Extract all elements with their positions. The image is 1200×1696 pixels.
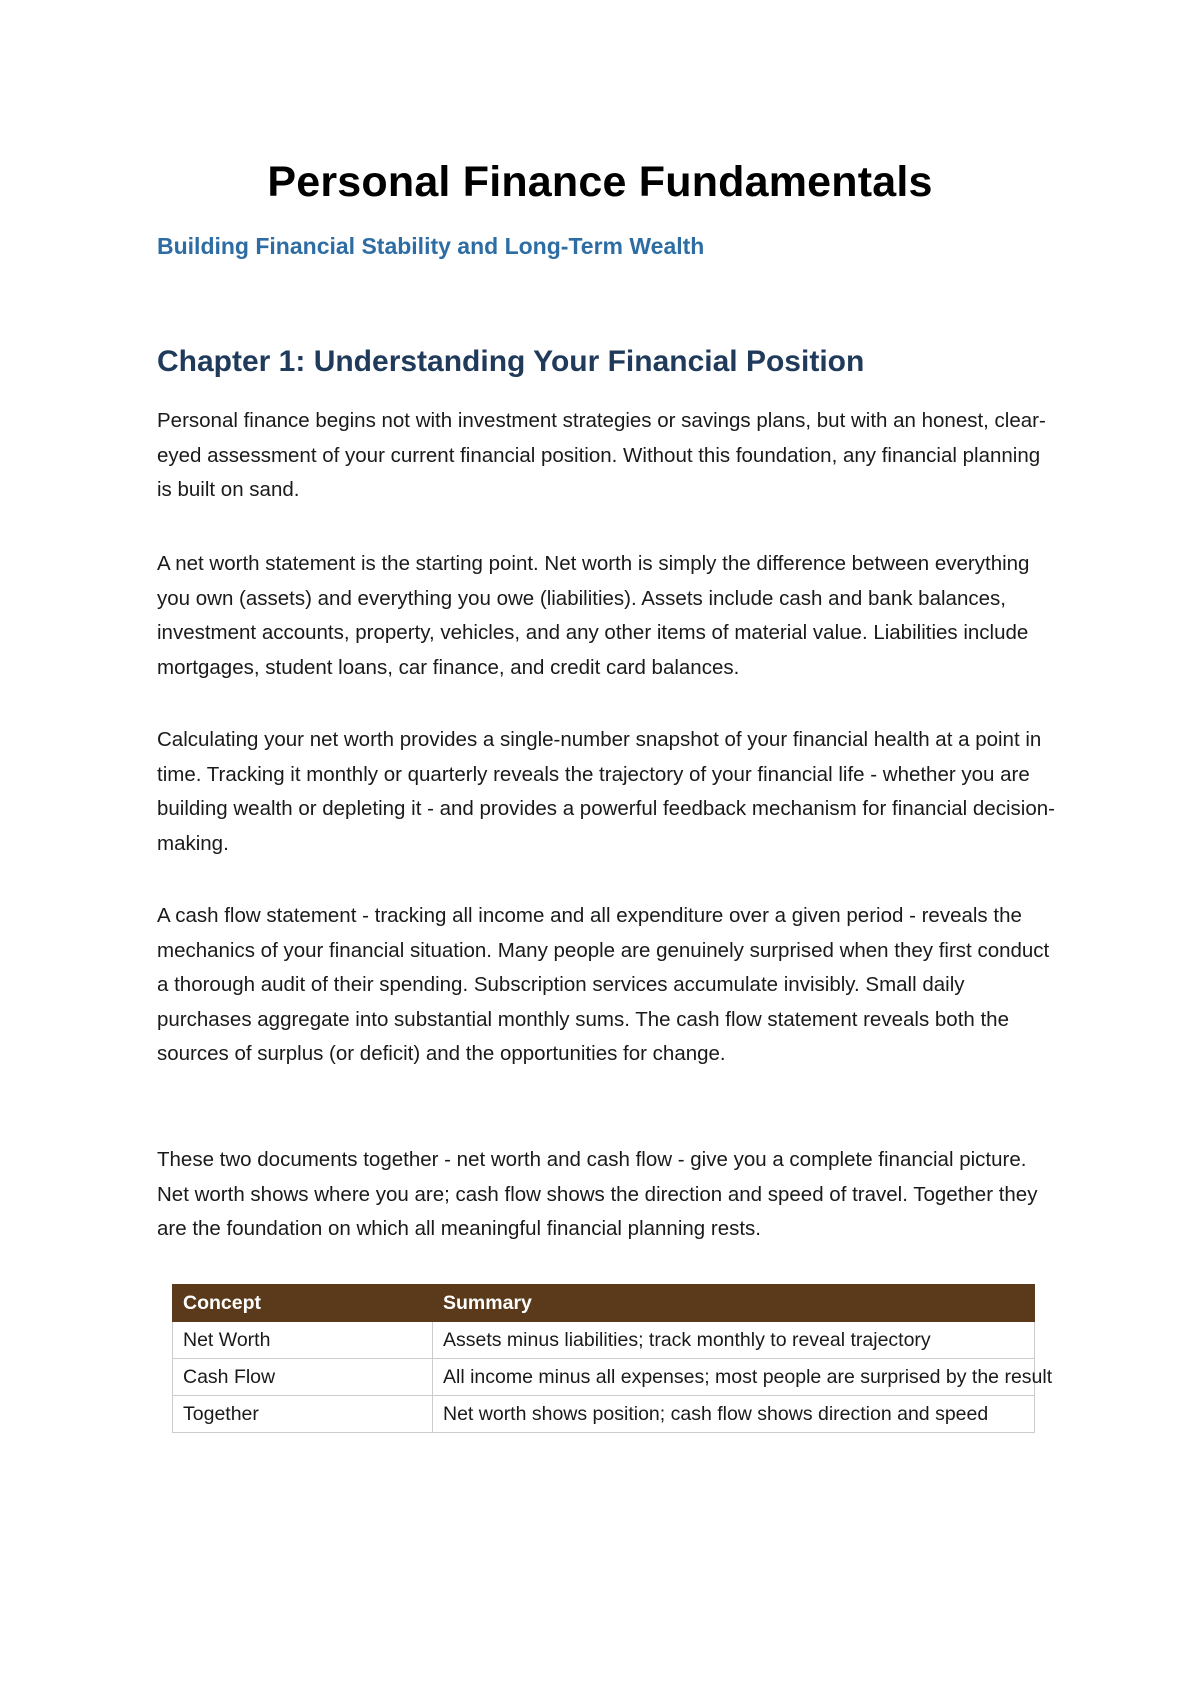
table-cell-concept: Net Worth xyxy=(173,1322,433,1359)
table-header-summary: Summary xyxy=(433,1285,1035,1322)
table-cell-summary: All income minus all expenses; most people are surprised by the result xyxy=(433,1359,1035,1396)
table-cell-summary: Assets minus liabilities; track monthly to reveal trajectory xyxy=(433,1322,1035,1359)
document-subtitle: Building Financial Stability and Long-Term Wealth xyxy=(157,233,705,259)
table-row xyxy=(173,1396,1035,1433)
paragraph-2: A net worth statement is the starting point. Net worth is simply the difference between everything you own (assets) and everything you owe (liabilities). Assets include cash and bank balances, investment accounts, property, vehicles, and any other items of material value. Liabilities include mortgages, student loans, car finance, and credit card balances. xyxy=(157,552,1030,679)
paragraph-3: Calculating your net worth provides a single-number snapshot of your financial health at a point in time. Tracking it monthly or quarterly reveals the trajectory of your financial life - whether you are building wealth or depleting it - and provides a powerful feedback mechanism for financial decision-making. xyxy=(157,728,1055,855)
document-title: Personal Finance Fundamentals xyxy=(267,158,933,206)
table-row xyxy=(173,1322,1035,1359)
table-cell-summary: Net worth shows position; cash flow shows direction and speed xyxy=(433,1396,1035,1433)
paragraph-1: Personal finance begins not with investment strategies or savings plans, but with an honest, clear-eyed assessment of your current financial position. Without this foundation, any financial planning is built on sand. xyxy=(157,409,1046,501)
paragraph-5: These two documents together - net worth and cash flow - give you a complete financial picture. Net worth shows where you are; cash flow shows the direction and speed of travel. Together they are the foundation on which all meaningful financial planning rests. xyxy=(157,1148,1038,1240)
table-cell-concept: Together xyxy=(173,1396,433,1433)
table-row xyxy=(173,1359,1035,1396)
chapter-heading: Chapter 1: Understanding Your Financial Position xyxy=(157,345,865,378)
paragraph-4: A cash flow statement - tracking all income and all expenditure over a given period - reveals the mechanics of your financial situation. Many people are genuinely surprised when they first conduct a thorough audit of their spending. Subscription services accumulate invisibly. Small daily purchases aggregate into substantial monthly sums. The cash flow statement reveals both the sources of surplus (or deficit) and the opportunities for change. xyxy=(157,904,1050,1065)
table-header-concept: Concept xyxy=(173,1285,433,1322)
table-header-row xyxy=(173,1285,1035,1322)
summary-table xyxy=(172,1284,1053,1433)
table-cell-concept: Cash Flow xyxy=(173,1359,433,1396)
